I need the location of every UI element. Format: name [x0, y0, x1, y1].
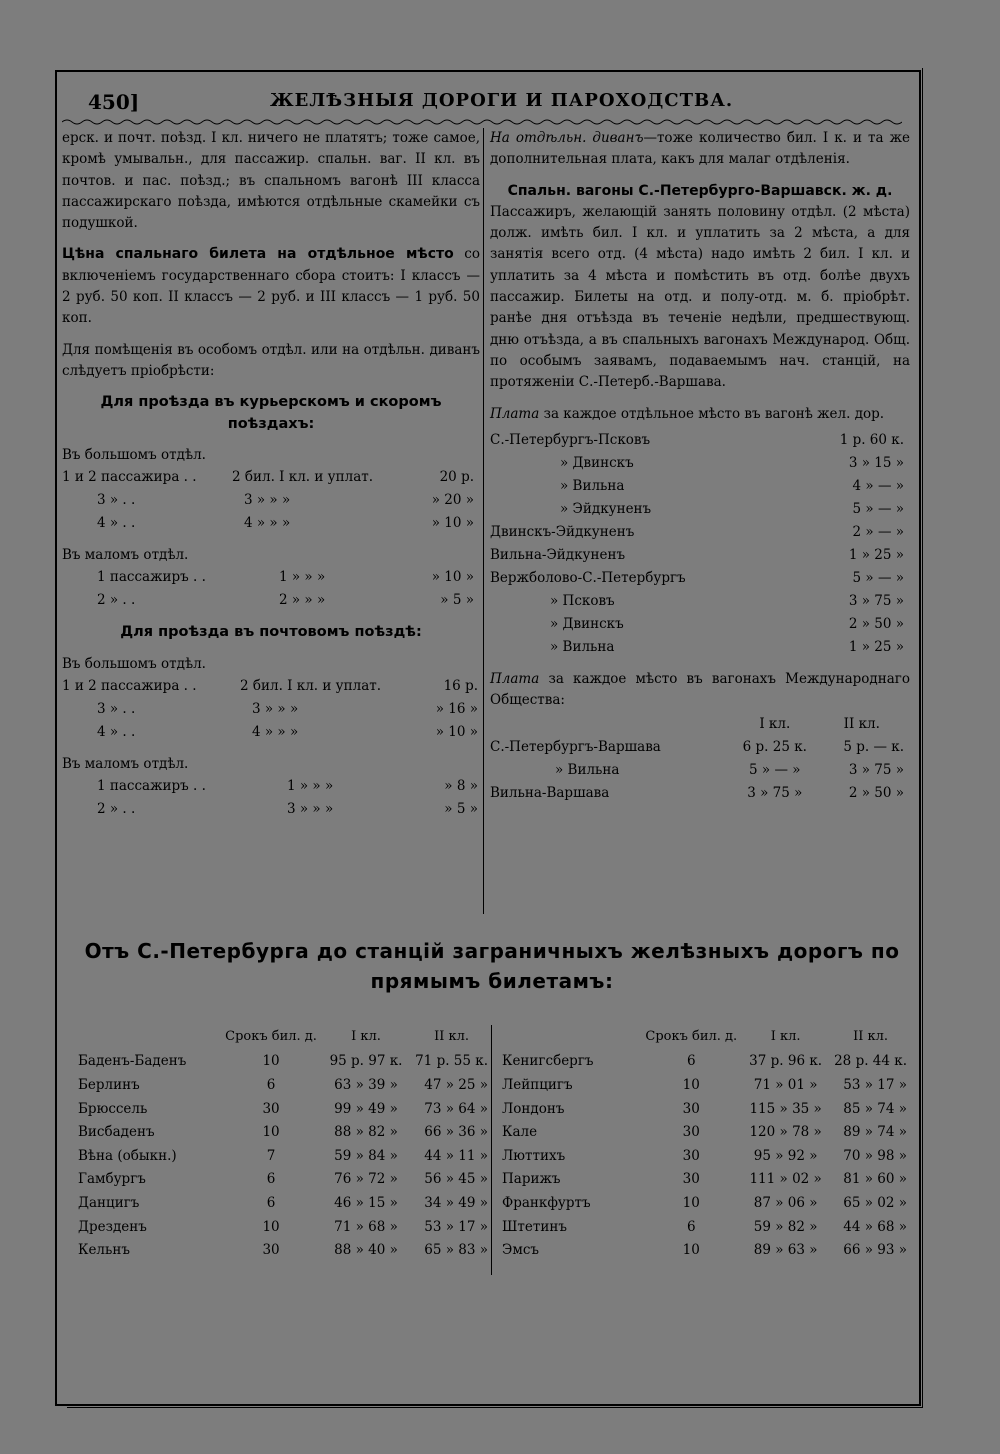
cell: 88 » 82 »: [334, 1124, 398, 1141]
cell: 95 » 92 »: [753, 1147, 818, 1164]
courier-small-table: [62, 566, 474, 612]
cell: Парижъ: [502, 1171, 561, 1188]
table-row: [502, 1168, 907, 1192]
table-row: [62, 466, 474, 489]
table-row: [78, 1120, 488, 1144]
table-row: [502, 1073, 907, 1097]
column-header: Срокъ бил. д.: [225, 1028, 317, 1044]
sleeper-price-para: [62, 244, 480, 329]
cell: Висбаденъ: [78, 1124, 155, 1141]
cell: Брюссель: [78, 1100, 148, 1117]
cell: 87 » 06 »: [753, 1194, 818, 1211]
column-divider: [483, 128, 484, 914]
cell: 3 » 75 »: [848, 592, 904, 609]
cell: 1 » » »: [279, 569, 326, 586]
cell: 2 бил. I кл. и уплат.: [232, 469, 373, 485]
cell: 53 » 17 »: [424, 1218, 488, 1235]
cell: 6: [266, 1076, 276, 1093]
table-row: [62, 566, 474, 589]
cell: 88 » 40 »: [334, 1242, 398, 1259]
cell: Берлинъ: [78, 1076, 140, 1093]
warsaw-rules: Пассажиръ, желающій занять половину отдѣл. (2 мѣста) долж. имѣть бил. I кл. и уплатить за 2 мѣста, а для занятія всего отд. (4 мѣста) надо имѣть 2 бил. I кл. и уплатить за 4 мѣста и помѣстить въ отд. болѣе двухъ пассажир. Билеты на отд. и полу-отд. м. б. пріобрѣт. ранѣе дня отъѣзда въ теченіе недѣли, предшествующ. дню отъѣзда, а въ спальныхъ вагонахъ Международ. Общ. по особымъ заявамъ, подаваемымъ нач. станцій, на протяженіи С.-Петерб.-Варшава.: [490, 203, 910, 391]
cell: 4 » » »: [244, 515, 291, 531]
cell: 1 » » »: [287, 778, 334, 795]
cell: 37 р. 96 к.: [749, 1053, 823, 1070]
cell: Люттихъ: [502, 1147, 566, 1164]
cell: » 16 »: [435, 700, 478, 717]
cell: 95 р. 97 к.: [329, 1053, 403, 1070]
cell: 30: [682, 1100, 700, 1117]
cell: » Эйдкуненъ: [560, 500, 652, 517]
sleeper-intro: ерск. и почт. поѣзд. I кл. ничего не платятъ; тоже самое, кромѣ умывальн., для пассажир. спальн. ваг. II кл. въ почтов. и пас. поѣзд.; въ спальномъ вагонѣ III класса пассажирскаго поѣзда, имѣются отдѣльные скамейки съ подушкой.: [62, 130, 480, 232]
cell: 65 » 02 »: [843, 1194, 907, 1211]
foreign-tickets-title: Отъ С.-Петербурга до станцій заграничныхъ желѣзныхъ дорогъ по прямымъ билетамъ:: [84, 939, 900, 993]
table-row: [62, 675, 478, 698]
table-row: [490, 567, 904, 590]
table-row: [490, 782, 904, 805]
fare-intro: [490, 404, 910, 425]
cell: 5 » — »: [749, 762, 801, 779]
table-row: [62, 512, 474, 535]
table-row: [490, 636, 904, 659]
cell: 120 » 78 »: [749, 1124, 822, 1141]
cell: » 10 »: [435, 723, 478, 740]
intl-intro-italic: Плата: [490, 670, 540, 687]
cell: 6 р. 25 к.: [742, 739, 807, 756]
cell: 71 » 68 »: [334, 1218, 398, 1235]
cell: 30: [262, 1242, 280, 1259]
cell: 10: [262, 1218, 280, 1235]
cell: 46 » 15 »: [334, 1194, 398, 1211]
cell: 30: [262, 1100, 280, 1117]
cell: 76 » 72 »: [334, 1171, 398, 1188]
table-row: [78, 1238, 488, 1262]
table-row: [490, 759, 904, 782]
cell: 7: [266, 1147, 276, 1164]
cell: 89 » 74 »: [843, 1124, 907, 1141]
cell: 3 » » »: [287, 801, 334, 818]
cell: 5 р. — к.: [843, 739, 904, 756]
cell: 3 » 75 »: [747, 785, 803, 802]
cell: 4 » — »: [852, 477, 904, 494]
cell: » 20 »: [431, 492, 474, 508]
table-row: [490, 429, 904, 452]
small-compartment-label: Въ маломъ отдѣл.: [62, 547, 189, 564]
cell: 3 » 15 »: [848, 454, 904, 471]
cell: 115 » 35 »: [749, 1100, 822, 1117]
intl-intro: [490, 669, 910, 712]
cell: Штетинъ: [502, 1218, 567, 1235]
cell: 85 » 74 »: [843, 1100, 907, 1117]
fare-intro-text: за каждое отдѣльное мѣсто въ вагонѣ жел. дор.: [543, 405, 885, 422]
cell: 34 » 49 »: [424, 1194, 488, 1211]
cell: 2 » 50 »: [848, 785, 904, 802]
cell: 16 р.: [443, 677, 478, 694]
cell: 81 » 60 »: [843, 1171, 907, 1188]
cell: 3 » » »: [252, 700, 299, 717]
cell: Двинскъ-Эйдкуненъ: [490, 523, 635, 540]
cell: Вильна-Эйдкуненъ: [490, 546, 626, 563]
cell: 2 » 50 »: [848, 615, 904, 632]
cell: Лейпцигъ: [502, 1076, 573, 1093]
cell: Франкфуртъ: [502, 1194, 591, 1211]
table-row: [490, 590, 904, 613]
cell: 1 р. 60 к.: [839, 431, 904, 448]
table-header-row: [502, 1020, 907, 1050]
table-header-row: [490, 713, 904, 736]
table-row: [78, 1097, 488, 1121]
cell: 3 » . .: [97, 492, 136, 508]
cell: » 8 »: [444, 778, 478, 795]
cell: 4 » . .: [97, 515, 136, 531]
column-header: I кл.: [770, 1028, 801, 1044]
cell: 30: [682, 1124, 700, 1141]
table-row: [502, 1120, 907, 1144]
cell: Лондонъ: [502, 1100, 565, 1117]
cell: 10: [262, 1124, 280, 1141]
cell: 59 » 82 »: [753, 1218, 818, 1235]
sleeper-price-head: Цѣна спальнаго билета на отдѣльное мѣсто: [62, 246, 454, 263]
cell: 28 р. 44 к.: [834, 1053, 907, 1070]
cell: 10: [682, 1076, 700, 1093]
cell: 1 и 2 пассажира . .: [62, 469, 197, 485]
sofa-note: [490, 128, 910, 171]
cell: 66 » 36 »: [424, 1124, 488, 1141]
cell: 3 » » »: [244, 492, 291, 508]
cell: С.-Петербургъ-Варшава: [490, 739, 661, 756]
big-compartment-label: Въ большомъ отдѣл.: [62, 446, 206, 463]
cell: 3 » 75 »: [848, 762, 904, 779]
cell: 44 » 68 »: [843, 1218, 907, 1235]
table-row: [78, 1050, 488, 1074]
cell: » 10 »: [431, 569, 474, 586]
sofa-note-text: —тоже количество бил. I к. и та же дополнительная плата, какъ для малаг отдѣленія.: [490, 130, 910, 168]
fare-intro-italic: Плата: [490, 405, 540, 422]
courier-heading: Для проѣзда въ курьерскомъ и скоромъ поѣздахъ:: [100, 394, 442, 432]
table-row: [502, 1050, 907, 1074]
foreign-table-right: [502, 1020, 907, 1262]
cell: » Вильна: [555, 762, 620, 779]
cell: 2 » — »: [852, 523, 904, 540]
cell: 2 » . .: [97, 801, 136, 818]
cell: 65 » 83 »: [424, 1242, 488, 1259]
table-row: [490, 613, 904, 636]
cell: » 10 »: [431, 515, 474, 531]
cell: » Двинскъ: [550, 615, 624, 632]
cell: Кале: [502, 1124, 538, 1141]
bottom-column-divider: [491, 1025, 492, 1275]
cell: 44 » 11 »: [424, 1147, 488, 1164]
table-row: [62, 721, 478, 744]
cell: » Псковъ: [550, 592, 615, 609]
right-column: [490, 128, 910, 805]
left-column: [62, 128, 480, 821]
cell: » Вильна: [550, 638, 615, 655]
cell: Кенигсбергъ: [502, 1053, 594, 1070]
courier-big-table: [62, 466, 474, 535]
cell: 30: [682, 1147, 700, 1164]
cell: 6: [266, 1171, 276, 1188]
cell: 111 » 02 »: [749, 1171, 822, 1188]
table-row: [62, 698, 478, 721]
cell: 71 р. 55 к.: [415, 1053, 488, 1070]
cell: Вѣна (обыкн.): [78, 1147, 177, 1164]
cell: Кельнъ: [78, 1242, 130, 1259]
table-row: [502, 1238, 907, 1262]
mail-small-table: [62, 775, 478, 821]
sofa-note-italic: На отдѣльн. диванъ: [490, 130, 644, 146]
cell: 53 » 17 »: [843, 1076, 907, 1093]
intl-intro-text: за каждое мѣсто въ вагонахъ Международнаго Общества:: [490, 670, 910, 709]
cell: 2 бил. I кл. и уплат.: [240, 677, 381, 694]
table-row: [502, 1097, 907, 1121]
cell: 4 » » »: [252, 723, 299, 740]
cell: Баденъ-Баденъ: [78, 1053, 187, 1070]
cell: 47 » 25 »: [424, 1076, 488, 1093]
table-row: [78, 1073, 488, 1097]
table-row: [78, 1191, 488, 1215]
cell: 6: [266, 1194, 276, 1211]
cell: 1 » 25 »: [848, 638, 904, 655]
cell: 5 » — »: [852, 569, 904, 586]
cell: 1 » 25 »: [848, 546, 904, 563]
mail-big-table: [62, 675, 478, 744]
cell: » Двинскъ: [560, 454, 634, 471]
column-header: II кл.: [853, 1028, 888, 1044]
cell: 1 пассажиръ . .: [97, 778, 206, 795]
cell: 4 » . .: [97, 723, 136, 740]
cell: 2 » » »: [279, 592, 326, 609]
column-header: I кл.: [351, 1028, 381, 1044]
column-header: II кл.: [843, 716, 880, 733]
cell: 3 » . .: [97, 700, 136, 717]
cell: 59 » 84 »: [334, 1147, 398, 1164]
table-row: [490, 475, 904, 498]
table-row: [78, 1144, 488, 1168]
intl-table: [490, 713, 904, 805]
table-row: [62, 589, 474, 612]
cell: » 5 »: [440, 592, 474, 609]
column-header: I кл.: [759, 716, 791, 733]
cell: 2 » . .: [97, 592, 136, 609]
cell: 71 » 01 »: [753, 1076, 818, 1093]
table-row: [490, 544, 904, 567]
cell: » Вильна: [560, 477, 625, 494]
mail-heading: Для проѣзда въ почтовомъ поѣздѣ:: [120, 624, 422, 641]
wavy-rule: [62, 118, 902, 126]
big-compartment-label-2: Въ большомъ отдѣл.: [62, 655, 206, 672]
cell: Данцигъ: [78, 1194, 140, 1211]
fares-table: [490, 429, 904, 659]
cell: 10: [682, 1242, 700, 1259]
cell: 20 р.: [439, 469, 474, 485]
table-row: [62, 798, 478, 821]
cell: Дрезденъ: [78, 1218, 147, 1235]
table-row: [502, 1215, 907, 1239]
table-header-row: [78, 1020, 488, 1050]
cell: Вержболово-С.-Петербургъ: [490, 569, 686, 586]
cell: 73 » 64 »: [424, 1100, 488, 1117]
warsaw-heading: Спальн. вагоны С.-Петербурго-Варшавск. ж. д.: [507, 182, 893, 199]
table-row: [78, 1168, 488, 1192]
table-row: [78, 1215, 488, 1239]
cell: 6: [686, 1218, 696, 1235]
table-row: [502, 1144, 907, 1168]
compartment-note: Для помѣщенія въ особомъ отдѣл. или на отдѣльн. диванъ слѣдуетъ пріобрѣсти:: [62, 341, 480, 379]
foreign-table-left: [78, 1020, 488, 1262]
table-row: [490, 736, 904, 759]
page-title: ЖЕЛѢЗНЫЯ ДОРОГИ И ПАРОХОДСТВА.: [270, 90, 734, 111]
table-row: [62, 489, 474, 512]
cell: 89 » 63 »: [753, 1242, 818, 1259]
cell: 1 и 2 пассажира . .: [62, 677, 197, 694]
cell: 6: [686, 1053, 696, 1070]
small-compartment-label-2: Въ маломъ отдѣл.: [62, 756, 189, 773]
cell: Вильна-Варшава: [490, 785, 610, 802]
cell: Эмсъ: [502, 1242, 539, 1259]
sleeper-price-text: со включеніемъ государственнаго сбора стоитъ: I классъ — 2 руб. 50 коп. II классъ — 2 руб. и III классъ — 1 руб. 50 коп.: [62, 246, 480, 327]
cell: 10: [682, 1194, 700, 1211]
cell: 10: [262, 1053, 280, 1070]
cell: 70 » 98 »: [843, 1147, 907, 1164]
table-row: [490, 521, 904, 544]
cell: Гамбургъ: [78, 1171, 146, 1188]
cell: 66 » 93 »: [843, 1242, 907, 1259]
table-row: [490, 498, 904, 521]
cell: 56 » 45 »: [424, 1171, 488, 1188]
cell: 5 » — »: [852, 500, 904, 517]
cell: С.-Петербургъ-Псковъ: [490, 431, 651, 448]
table-row: [502, 1191, 907, 1215]
cell: 30: [682, 1171, 700, 1188]
cell: » 5 »: [444, 801, 478, 818]
page-number: 450]: [88, 90, 140, 114]
cell: 63 » 39 »: [334, 1076, 398, 1093]
table-row: [490, 452, 904, 475]
cell: 1 пассажиръ . .: [97, 569, 206, 586]
column-header: II кл.: [434, 1028, 469, 1044]
column-header: Срокъ бил. д.: [645, 1028, 738, 1044]
table-row: [62, 775, 478, 798]
cell: 99 » 49 »: [334, 1100, 398, 1117]
